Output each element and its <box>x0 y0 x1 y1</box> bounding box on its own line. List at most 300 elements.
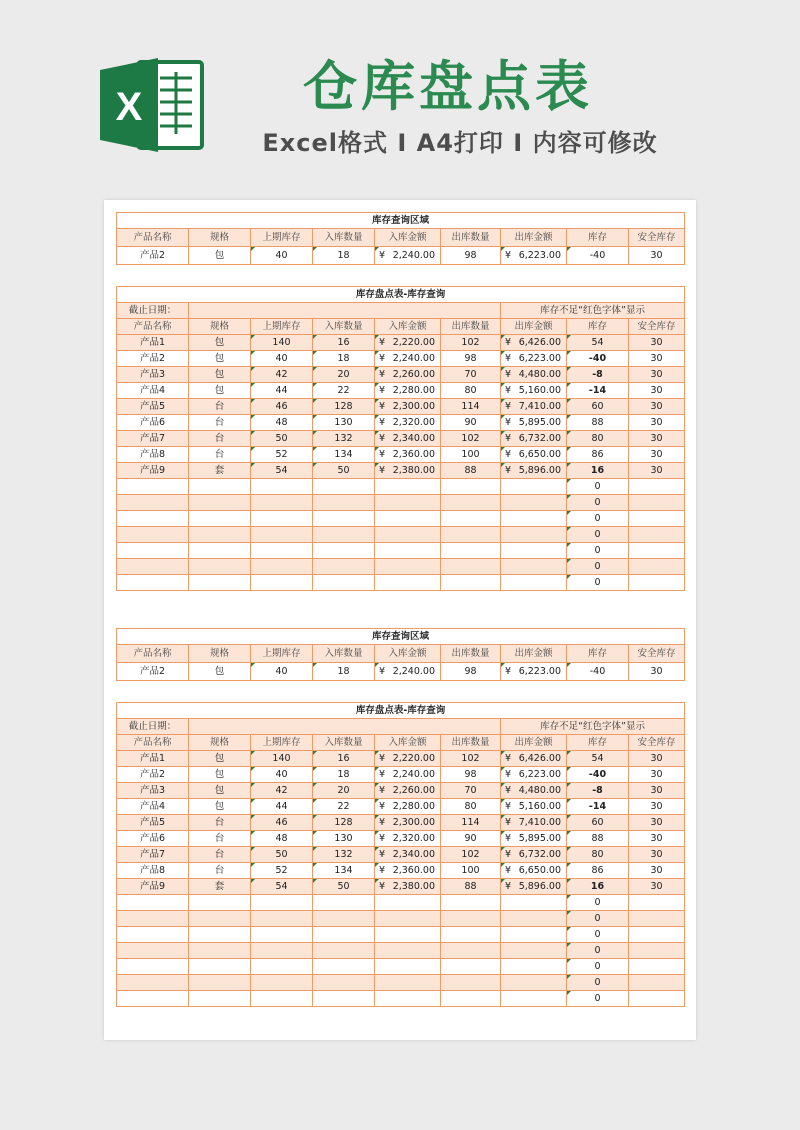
out-qty-cell[interactable]: 114 <box>441 399 501 415</box>
in-qty-cell[interactable] <box>313 543 375 559</box>
safe-stock-cell[interactable]: 30 <box>629 367 685 383</box>
product-name-cell[interactable] <box>117 991 189 1007</box>
prev-stock-cell[interactable]: 52 <box>251 863 313 879</box>
prev-stock-cell[interactable] <box>251 911 313 927</box>
safe-stock-cell[interactable]: 30 <box>629 767 685 783</box>
product-name-cell[interactable]: 产品2 <box>117 351 189 367</box>
stock-cell[interactable]: 0 <box>567 495 629 511</box>
out-qty-cell[interactable] <box>441 479 501 495</box>
safe-stock-cell[interactable]: 30 <box>629 799 685 815</box>
product-name-cell[interactable]: 产品6 <box>117 831 189 847</box>
out-amount-cell[interactable] <box>501 367 567 383</box>
prev-stock-cell[interactable] <box>251 575 313 591</box>
out-amount-cell[interactable] <box>501 959 567 975</box>
spec-cell[interactable] <box>189 511 251 527</box>
prev-stock-cell[interactable]: 50 <box>251 431 313 447</box>
in-amount-cell[interactable] <box>375 447 441 463</box>
in-qty-cell[interactable]: 16 <box>313 335 375 351</box>
prev-stock-cell[interactable] <box>251 943 313 959</box>
spec-cell[interactable] <box>189 495 251 511</box>
stock-cell[interactable]: 16 <box>567 463 629 479</box>
spec-cell[interactable] <box>189 559 251 575</box>
in-amount-cell[interactable] <box>375 543 441 559</box>
out-qty-cell[interactable] <box>441 911 501 927</box>
query-safe-cell[interactable]: 30 <box>629 247 685 265</box>
spec-cell[interactable]: 包 <box>189 335 251 351</box>
in-amount-cell[interactable] <box>375 815 441 831</box>
safe-stock-cell[interactable]: 30 <box>629 351 685 367</box>
out-amount-cell[interactable] <box>501 383 567 399</box>
stock-cell[interactable]: -8 <box>567 367 629 383</box>
spec-cell[interactable]: 套 <box>189 463 251 479</box>
prev-stock-cell[interactable]: 40 <box>251 767 313 783</box>
product-name-cell[interactable]: 产品4 <box>117 799 189 815</box>
out-amount-cell[interactable] <box>501 815 567 831</box>
in-qty-cell[interactable]: 16 <box>313 751 375 767</box>
out-qty-cell[interactable] <box>441 895 501 911</box>
out-amount-cell[interactable] <box>501 863 567 879</box>
stock-cell[interactable]: 54 <box>567 751 629 767</box>
out-amount-cell[interactable] <box>501 975 567 991</box>
safe-stock-cell[interactable] <box>629 511 685 527</box>
spec-cell[interactable]: 台 <box>189 399 251 415</box>
stock-cell[interactable]: 0 <box>567 543 629 559</box>
out-qty-cell[interactable]: 88 <box>441 879 501 895</box>
stock-cell[interactable]: 0 <box>567 575 629 591</box>
spec-cell[interactable]: 套 <box>189 879 251 895</box>
product-name-cell[interactable]: 产品5 <box>117 815 189 831</box>
out-qty-cell[interactable]: 102 <box>441 847 501 863</box>
prev-stock-cell[interactable] <box>251 495 313 511</box>
stock-cell[interactable]: -40 <box>567 351 629 367</box>
product-name-cell[interactable]: 产品1 <box>117 751 189 767</box>
stock-cell[interactable]: -14 <box>567 383 629 399</box>
in-qty-cell[interactable]: 130 <box>313 415 375 431</box>
product-name-cell[interactable]: 产品3 <box>117 367 189 383</box>
out-qty-cell[interactable] <box>441 559 501 575</box>
in-amount-cell[interactable] <box>375 511 441 527</box>
in-amount-cell[interactable] <box>375 847 441 863</box>
spec-cell[interactable] <box>189 975 251 991</box>
safe-stock-cell[interactable] <box>629 943 685 959</box>
out-amount-cell[interactable] <box>501 895 567 911</box>
out-amount-cell[interactable] <box>501 943 567 959</box>
stock-cell[interactable]: 54 <box>567 335 629 351</box>
in-amount-cell[interactable] <box>375 575 441 591</box>
spec-cell[interactable]: 包 <box>189 783 251 799</box>
spec-cell[interactable]: 包 <box>189 383 251 399</box>
in-qty-cell[interactable]: 18 <box>313 351 375 367</box>
product-name-cell[interactable] <box>117 527 189 543</box>
spec-cell[interactable]: 包 <box>189 767 251 783</box>
prev-stock-cell[interactable]: 50 <box>251 847 313 863</box>
in-amount-cell[interactable] <box>375 367 441 383</box>
spec-cell[interactable]: 包 <box>189 751 251 767</box>
in-qty-cell[interactable] <box>313 511 375 527</box>
safe-stock-cell[interactable] <box>629 927 685 943</box>
stock-cell[interactable]: 0 <box>567 959 629 975</box>
query-spec-cell[interactable]: 包 <box>189 247 251 265</box>
out-qty-cell[interactable] <box>441 927 501 943</box>
spec-cell[interactable] <box>189 943 251 959</box>
in-amount-cell[interactable] <box>375 895 441 911</box>
in-qty-cell[interactable]: 50 <box>313 463 375 479</box>
stock-cell[interactable]: -14 <box>567 799 629 815</box>
in-qty-cell[interactable] <box>313 495 375 511</box>
query-safe-cell[interactable]: 30 <box>629 663 685 681</box>
out-qty-cell[interactable] <box>441 543 501 559</box>
out-amount-cell[interactable] <box>501 415 567 431</box>
out-amount-cell[interactable] <box>501 911 567 927</box>
safe-stock-cell[interactable]: 30 <box>629 815 685 831</box>
out-amount-cell[interactable] <box>501 447 567 463</box>
stock-cell[interactable]: 60 <box>567 399 629 415</box>
stock-cell[interactable]: -40 <box>567 767 629 783</box>
in-qty-cell[interactable] <box>313 527 375 543</box>
in-qty-cell[interactable]: 132 <box>313 431 375 447</box>
safe-stock-cell[interactable]: 30 <box>629 831 685 847</box>
query-stock-cell[interactable]: -40 <box>567 663 629 681</box>
in-amount-cell[interactable] <box>375 783 441 799</box>
date-input-cell[interactable] <box>189 303 501 319</box>
out-amount-cell[interactable] <box>501 879 567 895</box>
in-qty-cell[interactable]: 132 <box>313 847 375 863</box>
stock-cell[interactable]: 0 <box>567 479 629 495</box>
prev-stock-cell[interactable]: 48 <box>251 415 313 431</box>
query-spec-cell[interactable]: 包 <box>189 663 251 681</box>
in-qty-cell[interactable] <box>313 959 375 975</box>
query-out-qty-cell[interactable]: 98 <box>441 663 501 681</box>
stock-cell[interactable]: 0 <box>567 975 629 991</box>
out-qty-cell[interactable]: 70 <box>441 783 501 799</box>
query-in-amount-cell[interactable] <box>375 663 441 681</box>
in-qty-cell[interactable]: 128 <box>313 815 375 831</box>
spec-cell[interactable] <box>189 895 251 911</box>
out-qty-cell[interactable]: 80 <box>441 799 501 815</box>
prev-stock-cell[interactable]: 48 <box>251 831 313 847</box>
stock-cell[interactable]: 0 <box>567 559 629 575</box>
prev-stock-cell[interactable]: 54 <box>251 463 313 479</box>
out-amount-cell[interactable] <box>501 751 567 767</box>
out-qty-cell[interactable]: 102 <box>441 751 501 767</box>
spec-cell[interactable] <box>189 543 251 559</box>
spec-cell[interactable] <box>189 575 251 591</box>
out-qty-cell[interactable]: 100 <box>441 863 501 879</box>
stock-cell[interactable]: 86 <box>567 863 629 879</box>
in-qty-cell[interactable] <box>313 559 375 575</box>
query-out-qty-cell[interactable]: 98 <box>441 247 501 265</box>
out-amount-cell[interactable] <box>501 527 567 543</box>
spec-cell[interactable] <box>189 479 251 495</box>
out-qty-cell[interactable]: 90 <box>441 831 501 847</box>
stock-cell[interactable]: 16 <box>567 879 629 895</box>
stock-cell[interactable]: 0 <box>567 927 629 943</box>
safe-stock-cell[interactable] <box>629 495 685 511</box>
product-name-cell[interactable] <box>117 559 189 575</box>
in-amount-cell[interactable] <box>375 399 441 415</box>
out-amount-cell[interactable] <box>501 575 567 591</box>
spec-cell[interactable]: 台 <box>189 815 251 831</box>
safe-stock-cell[interactable]: 30 <box>629 335 685 351</box>
spec-cell[interactable]: 包 <box>189 351 251 367</box>
prev-stock-cell[interactable]: 42 <box>251 367 313 383</box>
prev-stock-cell[interactable]: 52 <box>251 447 313 463</box>
out-qty-cell[interactable] <box>441 495 501 511</box>
safe-stock-cell[interactable]: 30 <box>629 879 685 895</box>
in-amount-cell[interactable] <box>375 431 441 447</box>
product-name-cell[interactable] <box>117 975 189 991</box>
in-amount-cell[interactable] <box>375 991 441 1007</box>
out-qty-cell[interactable] <box>441 975 501 991</box>
out-qty-cell[interactable]: 102 <box>441 431 501 447</box>
out-qty-cell[interactable]: 70 <box>441 367 501 383</box>
in-qty-cell[interactable] <box>313 895 375 911</box>
query-in-amount-cell[interactable] <box>375 247 441 265</box>
out-amount-cell[interactable] <box>501 559 567 575</box>
prev-stock-cell[interactable] <box>251 959 313 975</box>
product-name-cell[interactable] <box>117 479 189 495</box>
safe-stock-cell[interactable]: 30 <box>629 399 685 415</box>
prev-stock-cell[interactable] <box>251 975 313 991</box>
in-amount-cell[interactable] <box>375 415 441 431</box>
query-product-cell[interactable]: 产品2 <box>117 663 189 681</box>
safe-stock-cell[interactable] <box>629 895 685 911</box>
product-name-cell[interactable]: 产品8 <box>117 863 189 879</box>
stock-cell[interactable]: 88 <box>567 831 629 847</box>
in-amount-cell[interactable] <box>375 927 441 943</box>
prev-stock-cell[interactable]: 44 <box>251 799 313 815</box>
prev-stock-cell[interactable]: 140 <box>251 335 313 351</box>
prev-stock-cell[interactable] <box>251 511 313 527</box>
stock-cell[interactable]: 0 <box>567 943 629 959</box>
product-name-cell[interactable] <box>117 959 189 975</box>
in-qty-cell[interactable]: 22 <box>313 383 375 399</box>
product-name-cell[interactable]: 产品9 <box>117 879 189 895</box>
in-amount-cell[interactable] <box>375 959 441 975</box>
in-qty-cell[interactable] <box>313 479 375 495</box>
spec-cell[interactable]: 台 <box>189 431 251 447</box>
prev-stock-cell[interactable]: 44 <box>251 383 313 399</box>
out-qty-cell[interactable]: 98 <box>441 767 501 783</box>
out-amount-cell[interactable] <box>501 543 567 559</box>
out-qty-cell[interactable]: 114 <box>441 815 501 831</box>
stock-cell[interactable]: 0 <box>567 991 629 1007</box>
query-prev-cell[interactable]: 40 <box>251 247 313 265</box>
in-qty-cell[interactable] <box>313 575 375 591</box>
out-amount-cell[interactable] <box>501 847 567 863</box>
safe-stock-cell[interactable] <box>629 527 685 543</box>
in-amount-cell[interactable] <box>375 559 441 575</box>
out-qty-cell[interactable]: 98 <box>441 351 501 367</box>
in-amount-cell[interactable] <box>375 479 441 495</box>
product-name-cell[interactable] <box>117 543 189 559</box>
out-amount-cell[interactable] <box>501 511 567 527</box>
product-name-cell[interactable] <box>117 495 189 511</box>
query-product-cell[interactable]: 产品2 <box>117 247 189 265</box>
out-qty-cell[interactable]: 80 <box>441 383 501 399</box>
product-name-cell[interactable] <box>117 895 189 911</box>
safe-stock-cell[interactable] <box>629 975 685 991</box>
prev-stock-cell[interactable]: 140 <box>251 751 313 767</box>
product-name-cell[interactable] <box>117 511 189 527</box>
safe-stock-cell[interactable]: 30 <box>629 431 685 447</box>
out-qty-cell[interactable] <box>441 511 501 527</box>
out-amount-cell[interactable] <box>501 831 567 847</box>
in-qty-cell[interactable] <box>313 991 375 1007</box>
product-name-cell[interactable]: 产品5 <box>117 399 189 415</box>
safe-stock-cell[interactable] <box>629 991 685 1007</box>
in-amount-cell[interactable] <box>375 799 441 815</box>
prev-stock-cell[interactable]: 40 <box>251 351 313 367</box>
out-qty-cell[interactable]: 100 <box>441 447 501 463</box>
out-amount-cell[interactable] <box>501 431 567 447</box>
safe-stock-cell[interactable]: 30 <box>629 447 685 463</box>
in-amount-cell[interactable] <box>375 463 441 479</box>
in-amount-cell[interactable] <box>375 335 441 351</box>
product-name-cell[interactable] <box>117 927 189 943</box>
spec-cell[interactable] <box>189 959 251 975</box>
spec-cell[interactable] <box>189 911 251 927</box>
stock-cell[interactable]: 86 <box>567 447 629 463</box>
date-input-cell[interactable] <box>189 719 501 735</box>
in-qty-cell[interactable] <box>313 911 375 927</box>
safe-stock-cell[interactable] <box>629 911 685 927</box>
in-amount-cell[interactable] <box>375 943 441 959</box>
prev-stock-cell[interactable] <box>251 559 313 575</box>
safe-stock-cell[interactable]: 30 <box>629 863 685 879</box>
in-qty-cell[interactable]: 134 <box>313 863 375 879</box>
in-qty-cell[interactable] <box>313 943 375 959</box>
out-amount-cell[interactable] <box>501 479 567 495</box>
in-amount-cell[interactable] <box>375 911 441 927</box>
spec-cell[interactable]: 包 <box>189 799 251 815</box>
product-name-cell[interactable] <box>117 943 189 959</box>
stock-cell[interactable]: 0 <box>567 511 629 527</box>
in-amount-cell[interactable] <box>375 879 441 895</box>
in-qty-cell[interactable]: 20 <box>313 783 375 799</box>
safe-stock-cell[interactable]: 30 <box>629 415 685 431</box>
spec-cell[interactable]: 台 <box>189 415 251 431</box>
product-name-cell[interactable]: 产品1 <box>117 335 189 351</box>
prev-stock-cell[interactable] <box>251 895 313 911</box>
prev-stock-cell[interactable] <box>251 527 313 543</box>
out-amount-cell[interactable] <box>501 991 567 1007</box>
query-out-amount-cell[interactable] <box>501 663 567 681</box>
out-amount-cell[interactable] <box>501 399 567 415</box>
spec-cell[interactable]: 台 <box>189 831 251 847</box>
spec-cell[interactable]: 台 <box>189 447 251 463</box>
in-qty-cell[interactable]: 128 <box>313 399 375 415</box>
out-qty-cell[interactable] <box>441 959 501 975</box>
prev-stock-cell[interactable] <box>251 479 313 495</box>
out-qty-cell[interactable] <box>441 527 501 543</box>
product-name-cell[interactable]: 产品3 <box>117 783 189 799</box>
prev-stock-cell[interactable]: 42 <box>251 783 313 799</box>
out-amount-cell[interactable] <box>501 463 567 479</box>
stock-cell[interactable]: 88 <box>567 415 629 431</box>
in-amount-cell[interactable] <box>375 863 441 879</box>
stock-cell[interactable]: 80 <box>567 431 629 447</box>
out-amount-cell[interactable] <box>501 495 567 511</box>
in-qty-cell[interactable]: 20 <box>313 367 375 383</box>
spec-cell[interactable] <box>189 927 251 943</box>
product-name-cell[interactable]: 产品2 <box>117 767 189 783</box>
in-qty-cell[interactable]: 130 <box>313 831 375 847</box>
product-name-cell[interactable]: 产品8 <box>117 447 189 463</box>
safe-stock-cell[interactable] <box>629 479 685 495</box>
in-qty-cell[interactable] <box>313 927 375 943</box>
out-qty-cell[interactable] <box>441 575 501 591</box>
product-name-cell[interactable] <box>117 575 189 591</box>
product-name-cell[interactable]: 产品7 <box>117 431 189 447</box>
stock-cell[interactable]: 0 <box>567 911 629 927</box>
safe-stock-cell[interactable]: 30 <box>629 751 685 767</box>
prev-stock-cell[interactable]: 46 <box>251 399 313 415</box>
stock-cell[interactable]: 80 <box>567 847 629 863</box>
spec-cell[interactable] <box>189 527 251 543</box>
product-name-cell[interactable]: 产品9 <box>117 463 189 479</box>
out-qty-cell[interactable]: 90 <box>441 415 501 431</box>
in-amount-cell[interactable] <box>375 383 441 399</box>
in-qty-cell[interactable] <box>313 975 375 991</box>
safe-stock-cell[interactable]: 30 <box>629 463 685 479</box>
out-amount-cell[interactable] <box>501 927 567 943</box>
safe-stock-cell[interactable] <box>629 959 685 975</box>
spec-cell[interactable]: 台 <box>189 863 251 879</box>
prev-stock-cell[interactable]: 54 <box>251 879 313 895</box>
in-qty-cell[interactable]: 22 <box>313 799 375 815</box>
out-amount-cell[interactable] <box>501 799 567 815</box>
product-name-cell[interactable] <box>117 911 189 927</box>
query-out-amount-cell[interactable] <box>501 247 567 265</box>
in-qty-cell[interactable]: 50 <box>313 879 375 895</box>
stock-cell[interactable]: 0 <box>567 527 629 543</box>
out-qty-cell[interactable] <box>441 991 501 1007</box>
in-amount-cell[interactable] <box>375 527 441 543</box>
out-amount-cell[interactable] <box>501 335 567 351</box>
safe-stock-cell[interactable] <box>629 559 685 575</box>
product-name-cell[interactable]: 产品6 <box>117 415 189 431</box>
product-name-cell[interactable]: 产品7 <box>117 847 189 863</box>
safe-stock-cell[interactable]: 30 <box>629 783 685 799</box>
spec-cell[interactable] <box>189 991 251 1007</box>
query-in-qty-cell[interactable]: 18 <box>313 663 375 681</box>
in-amount-cell[interactable] <box>375 495 441 511</box>
prev-stock-cell[interactable] <box>251 927 313 943</box>
in-qty-cell[interactable]: 134 <box>313 447 375 463</box>
product-name-cell[interactable]: 产品4 <box>117 383 189 399</box>
safe-stock-cell[interactable]: 30 <box>629 847 685 863</box>
query-stock-cell[interactable]: -40 <box>567 247 629 265</box>
stock-cell[interactable]: 60 <box>567 815 629 831</box>
stock-cell[interactable]: 0 <box>567 895 629 911</box>
safe-stock-cell[interactable] <box>629 575 685 591</box>
in-amount-cell[interactable] <box>375 751 441 767</box>
prev-stock-cell[interactable] <box>251 543 313 559</box>
query-prev-cell[interactable]: 40 <box>251 663 313 681</box>
in-amount-cell[interactable] <box>375 975 441 991</box>
safe-stock-cell[interactable]: 30 <box>629 383 685 399</box>
prev-stock-cell[interactable]: 46 <box>251 815 313 831</box>
in-amount-cell[interactable] <box>375 767 441 783</box>
stock-cell[interactable]: -8 <box>567 783 629 799</box>
out-amount-cell[interactable] <box>501 351 567 367</box>
in-amount-cell[interactable] <box>375 831 441 847</box>
prev-stock-cell[interactable] <box>251 991 313 1007</box>
spec-cell[interactable]: 台 <box>189 847 251 863</box>
spec-cell[interactable]: 包 <box>189 367 251 383</box>
query-in-qty-cell[interactable]: 18 <box>313 247 375 265</box>
